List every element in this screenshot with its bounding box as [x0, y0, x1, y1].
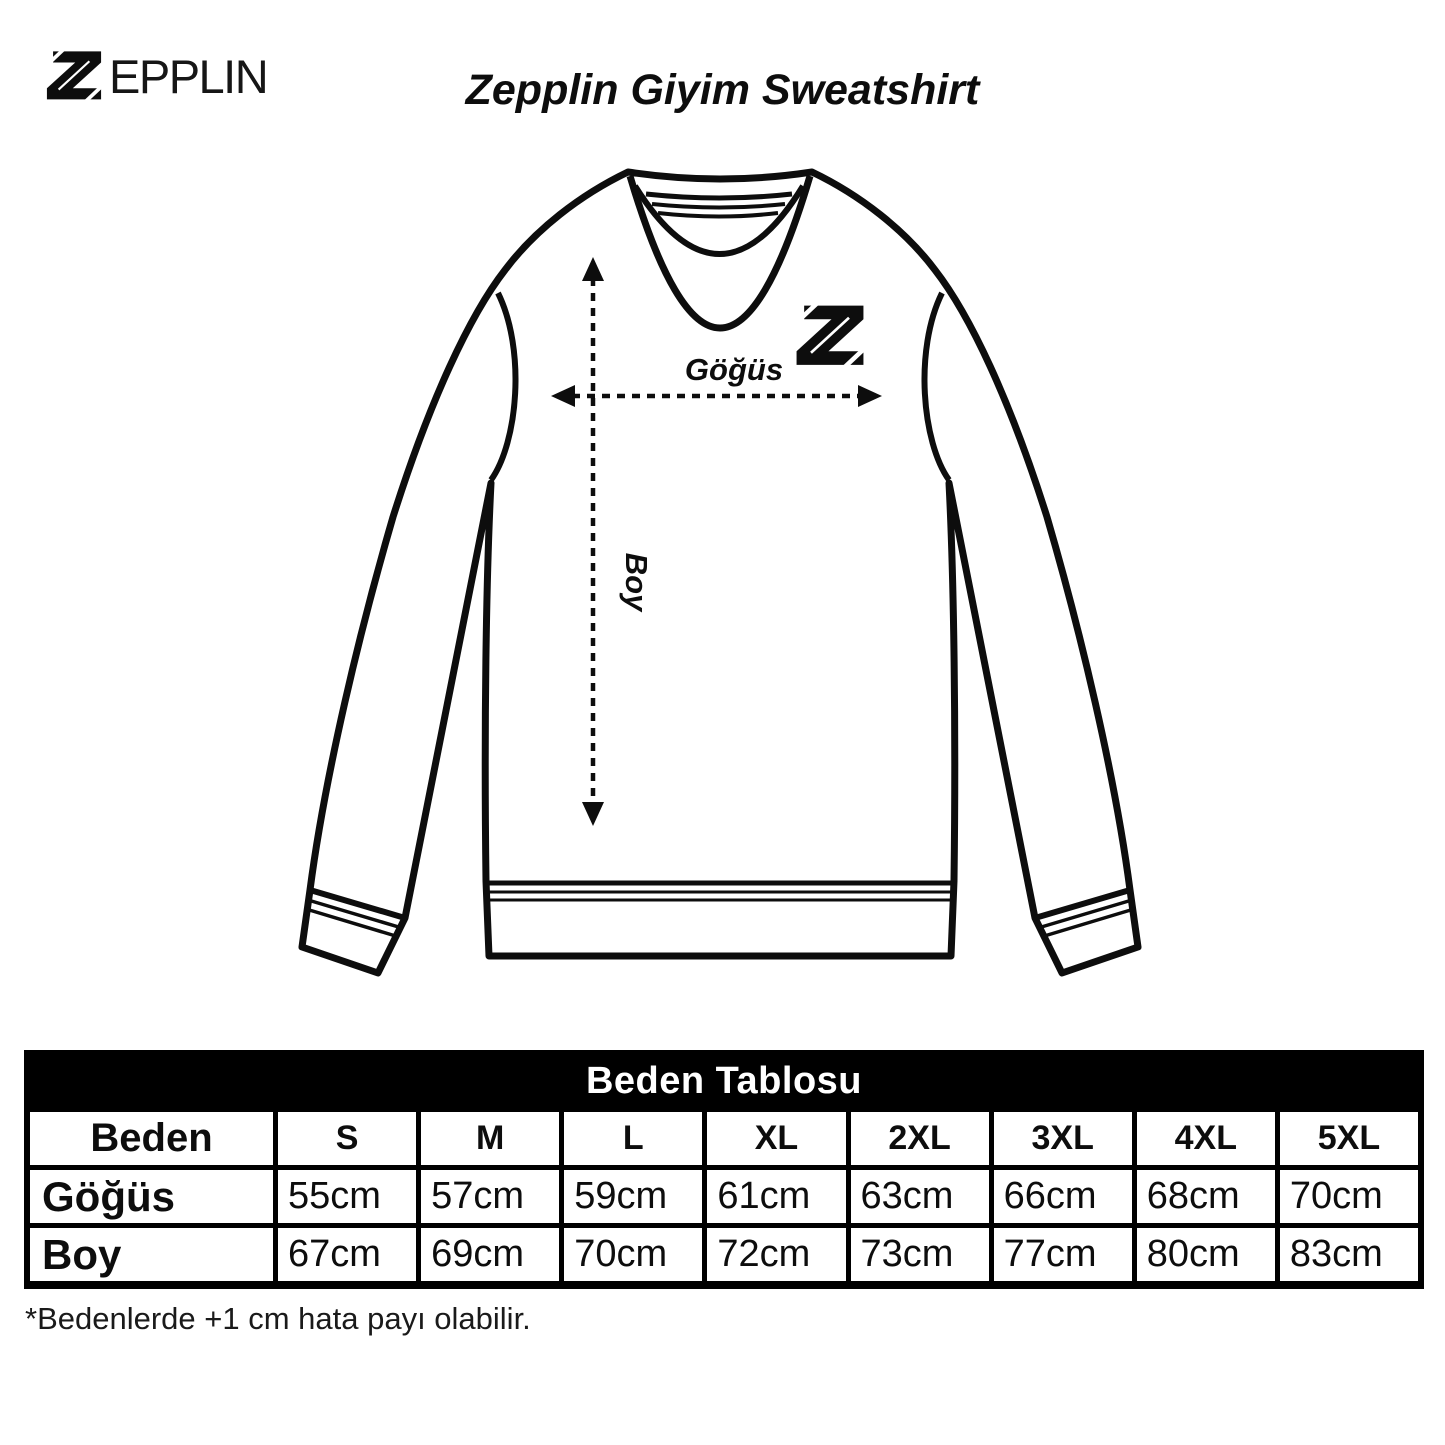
col-header-4xl: 4XL [1137, 1112, 1275, 1165]
title-regular: Zepplin Giyim [465, 66, 762, 114]
boy-4xl: 80cm [1137, 1228, 1275, 1281]
col-header-3xl: 3XL [994, 1112, 1132, 1165]
gogus-5xl: 70cm [1280, 1170, 1418, 1223]
footnote-text: *Bedenlerde +1 cm hata payı olabilir. [25, 1301, 531, 1336]
col-header-5xl: 5XL [1280, 1112, 1418, 1165]
row-label-boy: Boy [30, 1228, 273, 1281]
boy-2xl: 73cm [851, 1228, 989, 1281]
col-header-xl: XL [707, 1112, 845, 1165]
col-header-beden: Beden [30, 1112, 273, 1165]
gogus-l: 59cm [564, 1170, 702, 1223]
col-header-l: L [564, 1112, 702, 1165]
col-header-s: S [278, 1112, 416, 1165]
chest-label: Göğüs [684, 352, 784, 387]
gogus-s: 55cm [278, 1170, 416, 1223]
boy-m: 69cm [421, 1228, 559, 1281]
garment-outline [302, 172, 1138, 973]
gogus-4xl: 68cm [1137, 1170, 1275, 1223]
size-table-grid [30, 1112, 1418, 1281]
gogus-xl: 61cm [707, 1170, 845, 1223]
boy-xl: 72cm [707, 1228, 845, 1281]
boy-5xl: 83cm [1280, 1228, 1418, 1281]
title-bold: Sweatshirt [761, 66, 980, 114]
col-header-2xl: 2XL [851, 1112, 989, 1165]
boy-l: 70cm [564, 1228, 702, 1281]
sweatshirt-flat-drawing [280, 150, 1160, 1030]
gogus-m: 57cm [421, 1170, 559, 1223]
gogus-2xl: 63cm [851, 1170, 989, 1223]
brand-text: EPPLIN [109, 49, 268, 103]
length-label: Boy [619, 552, 654, 612]
size-table-title: Beden Tablosu [585, 1059, 863, 1102]
gogus-3xl: 66cm [994, 1170, 1132, 1223]
page-title [0, 66, 1445, 115]
size-table [24, 1050, 1424, 1289]
boy-s: 67cm [278, 1228, 416, 1281]
boy-3xl: 77cm [994, 1228, 1132, 1281]
sweatshirt-diagram [280, 150, 1160, 1030]
row-label-gogus: Göğüs [30, 1170, 273, 1223]
col-header-m: M [421, 1112, 559, 1165]
